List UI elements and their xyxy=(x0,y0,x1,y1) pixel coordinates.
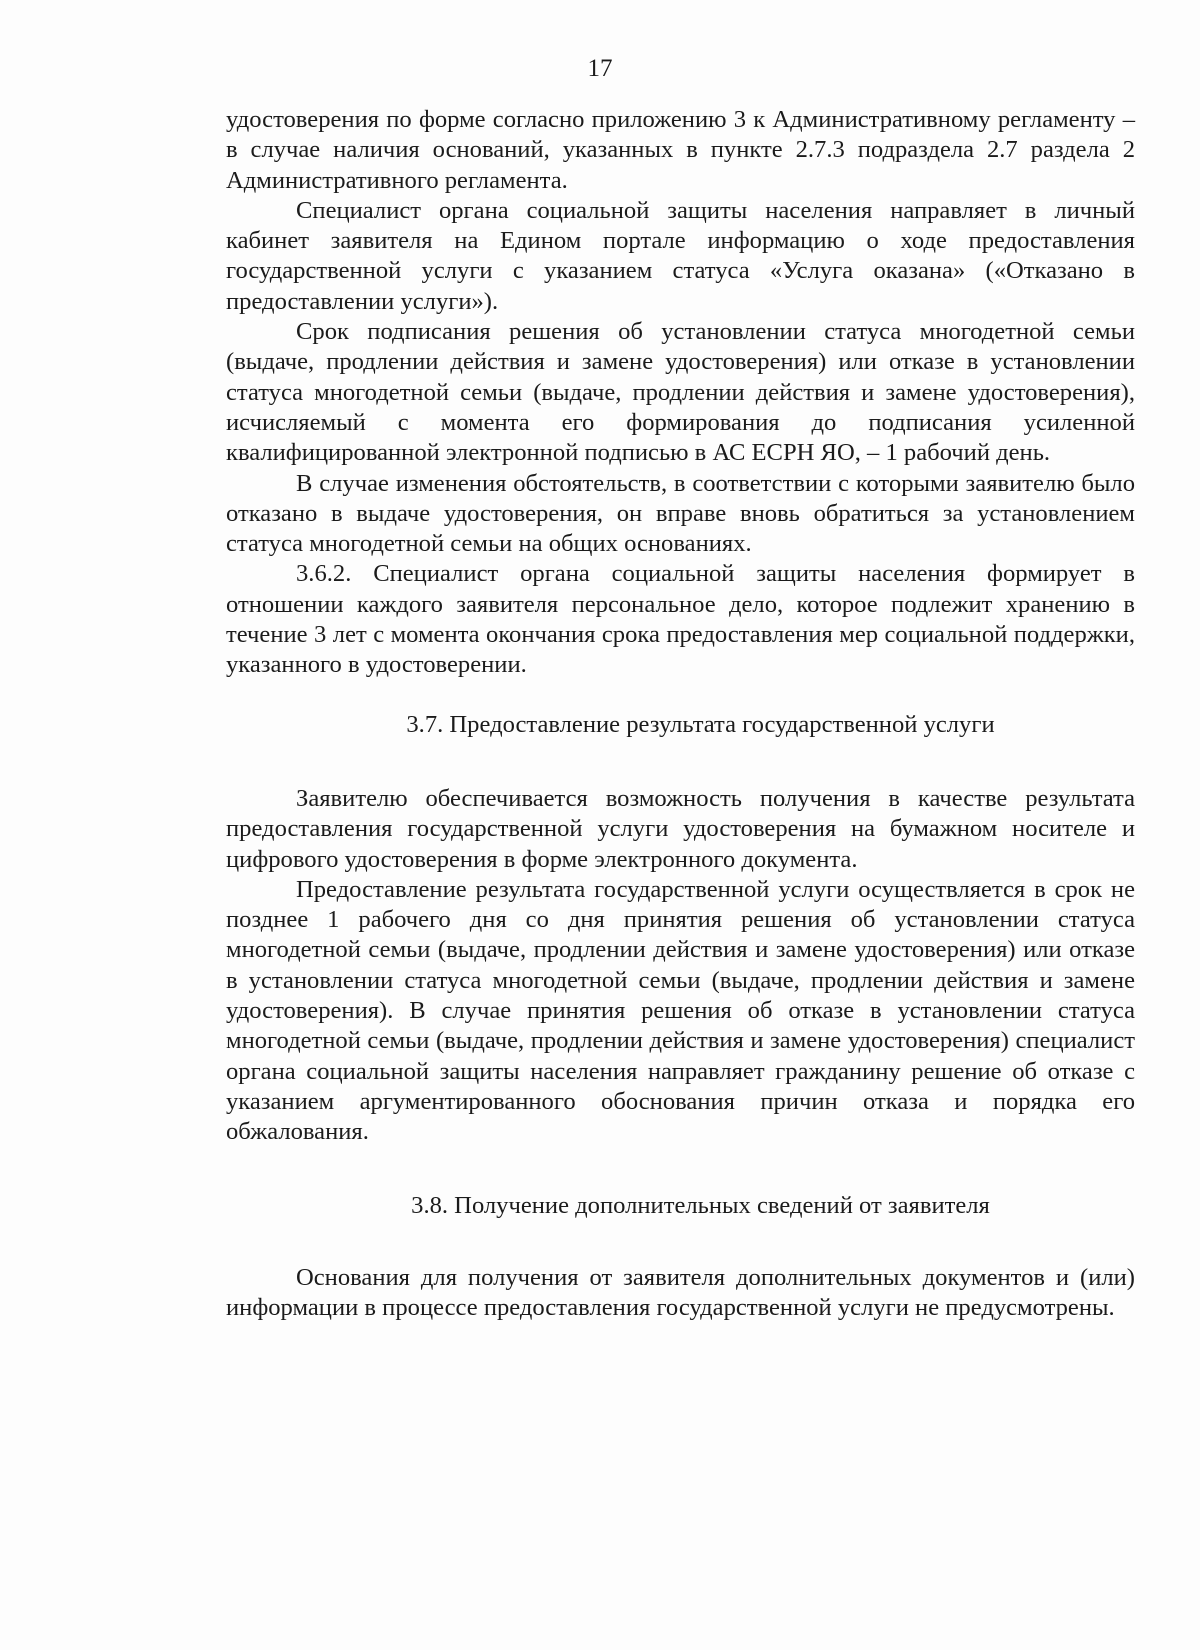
paragraph-3-7-result-term: Предоставление результата государственной услуги осуществляется в срок не позднее 1 рабочего дня со дня принятия решения об установлении статуса многодетной семьи (выдаче, продлении действия и замене удостоверения) или отказе в установлении статуса многодетной семьи (выдаче, продлении действия и замене удостоверения). В случае принятия решения об отказе в установлении статуса многодетной семьи (выдаче, продлении действия и замене удостоверения) специалист органа социальной защиты населения направляет гражданину решение об отказе с указанием аргументированного обоснования причин отказа и порядка его обжалования. xyxy=(226,875,1135,1146)
paragraph-3-6-2: 3.6.2. Специалист органа социальной защиты населения формирует в отношении каждого заявителя персональное дело, которое подлежит хранению в течение 3 лет с момента окончания срока предоставления мер социальной поддержки, указанного в удостоверении. xyxy=(226,560,1135,679)
section-heading-3-7: 3.7. Предоставление результата государственной услуги xyxy=(406,710,995,738)
paragraph-3-8-no-additional-docs: Основания для получения от заявителя дополнительных документов и (или) информации в процессе предоставления государственной услуги не предусмотрены. xyxy=(226,1263,1135,1322)
page-number: 17 xyxy=(587,55,613,82)
section-heading-3-8: 3.8. Получение дополнительных сведений от заявителя xyxy=(411,1191,990,1219)
document-body xyxy=(226,105,1135,1323)
paragraph-signing-term: Срок подписания решения об установлении статуса многодетной семьи (выдаче, продлении действия и замене удостоверения) или отказе в установлении статуса многодетной семьи (выдаче, продлении действия и замене удостоверения), исчисляемый с момента его формирования до подписания усиленной квалифицированной электронной подписью в АС ЕСРН ЯО, – 1 рабочий день. xyxy=(226,318,1135,467)
paragraph-reapply: В случае изменения обстоятельств, в соответствии с которыми заявителю было отказано в выдаче удостоверения, он вправе вновь обратиться за установлением статуса многодетной семьи на общих основаниях. xyxy=(226,469,1135,558)
paragraph-continuation: удостоверения по форме согласно приложению 3 к Административному регламенту – в случае наличия оснований, указанных в пункте 2.7.3 подраздела 2.7 раздела 2 Административного регламента. xyxy=(226,106,1135,194)
paragraph-portal-status: Специалист органа социальной защиты населения направляет в личный кабинет заявителя на Едином портале информацию о ходе предоставления государственной услуги с указанием статуса «Услуга оказана» («Отказано в предоставлении услуги»). xyxy=(226,196,1135,315)
paragraph-3-7-result-options: Заявителю обеспечивается возможность получения в качестве результата предоставления государственной услуги удостоверения на бумажном носителе и цифрового удостоверения в форме электронного документа. xyxy=(226,784,1135,873)
